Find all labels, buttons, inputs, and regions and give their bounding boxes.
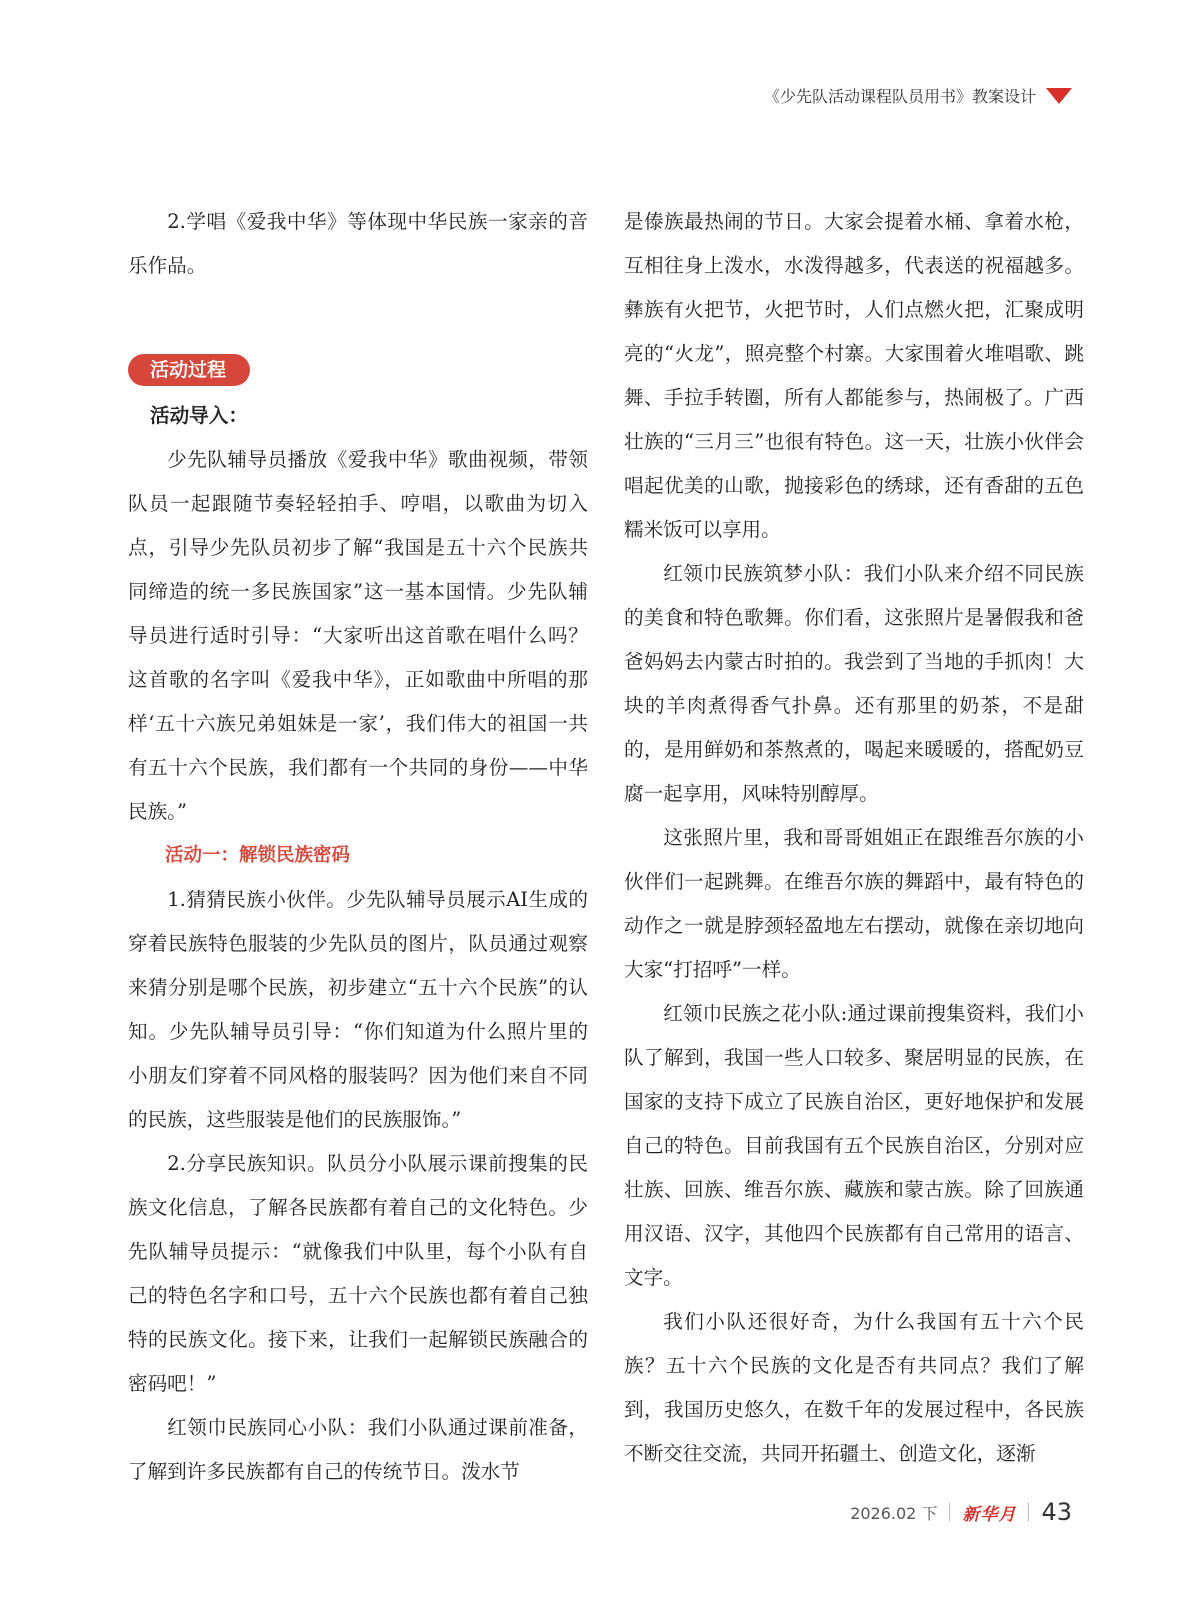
right-column bbox=[624, 200, 1084, 1476]
header-title: 《少先队活动课程队员用书》教案设计 bbox=[763, 87, 1036, 106]
paragraph: 1.猜猜民族小伙伴。少先队辅导员展示AI生成的穿着民族特色服装的少先队员的图片，队员通过观察来猜分别是哪个民族，初步建立“五十六个民族”的认知。少先队辅导员引导：“你们知道为什么照片里的小朋友们穿着不同风格的服装吗？因为他们来自不同的民族，这些服装是他们的民族服饰。” bbox=[128, 888, 588, 1131]
spacer bbox=[128, 288, 588, 348]
section-badge: 活动过程 bbox=[128, 354, 250, 386]
paragraph: 这张照片里，我和哥哥姐姐正在跟维吾尔族的小伙伴们一起跳舞。在维吾尔族的舞蹈中，最有特色的动作之一就是脖颈轻盈地左右摆动，就像在亲切地向大家“打招呼”一样。 bbox=[624, 826, 1084, 981]
page-number: 43 bbox=[1041, 1498, 1072, 1526]
paragraph: 少先队辅导员播放《爱我中华》歌曲视频，带领队员一起跟随节奏轻轻拍手、哼唱，以歌曲为切入点，引导少先队员初步了解“我国是五十六个民族共同缔造的统一多民族国家”这一基本国情。少先队辅导员进行适时引导：“大家听出这首歌在唱什么吗？这首歌的名字叫《爱我中华》，正如歌曲中所唱的那样‘五十六族兄弟姐妹是一家’，我们伟大的祖国一共有五十六个民族，我们都有一个共同的身份——中华民族。” bbox=[128, 448, 588, 823]
magazine-logo: 新华月 bbox=[962, 1504, 1017, 1525]
left-column bbox=[128, 200, 588, 1494]
paragraph: 是傣族最热闹的节日。大家会提着水桶、拿着水枪，互相往身上泼水，水泼得越多，代表送的祝福越多。彝族有火把节，火把节时，人们点燃火把，汇聚成明亮的“火龙”，照亮整个村寨。大家围着火堆唱歌、跳舞、手拉手转圈，所有人都能参与，热闹极了。广西壮族的“三月三”也很有特色。这一天，壮族小伙伴会唱起优美的山歌，抛接彩色的绣球，还有香甜的五色糯米饭可以享用。 bbox=[624, 210, 1084, 541]
divider bbox=[949, 1503, 950, 1521]
divider bbox=[1028, 1503, 1029, 1521]
intro-paragraph: 2.学唱《爱我中华》等体现中华民族一家亲的音乐作品。 bbox=[128, 210, 588, 277]
page-footer bbox=[850, 1498, 1072, 1526]
paragraph: 我们小队还很好奇，为什么我国有五十六个民族？五十六个民族的文化是否有共同点？我们了解到，我国历史悠久，在数千年的发展过程中，各民族不断交往交流，共同开拓疆土、创造文化，逐渐 bbox=[624, 1310, 1084, 1465]
paragraph: 2.分享民族知识。队员分小队展示课前搜集的民族文化信息，了解各民族都有着自己的文化特色。少先队辅导员提示：“就像我们中队里，每个小队有自己的特色名字和口号，五十六个民族也都有着自己独特的民族文化。接下来，让我们一起解锁民族融合的密码吧！” bbox=[128, 1152, 588, 1395]
paragraph: 红领巾民族之花小队:通过课前搜集资料，我们小队了解到，我国一些人口较多、聚居明显的民族，在国家的支持下成立了民族自治区，更好地保护和发展自己的特色。目前我国有五个民族自治区，分别对应壮族、回族、维吾尔族、藏族和蒙古族。除了回族通用汉语、汉字，其他四个民族都有自己常用的语言、文字。 bbox=[624, 1002, 1084, 1289]
subheading: 活动导入： bbox=[150, 404, 248, 427]
triangle-marker-icon bbox=[1046, 88, 1072, 104]
activity-heading: 活动一：解锁民族密码 bbox=[165, 845, 351, 866]
issue-label: 2026.02 下 bbox=[850, 1503, 938, 1523]
running-header bbox=[764, 84, 1072, 107]
paragraph: 红领巾民族同心小队：我们小队通过课前准备，了解到许多民族都有自己的传统节日。泼水节 bbox=[128, 1416, 588, 1483]
paragraph: 红领巾民族筑梦小队：我们小队来介绍不同民族的美食和特色歌舞。你们看，这张照片是暑假我和爸爸妈妈去内蒙古时拍的。我尝到了当地的手抓肉！大块的羊肉煮得香气扑鼻。还有那里的奶茶，不是甜的，是用鲜奶和茶熬煮的，喝起来暖暖的，搭配奶豆腐一起享用，风味特别醇厚。 bbox=[624, 562, 1084, 805]
